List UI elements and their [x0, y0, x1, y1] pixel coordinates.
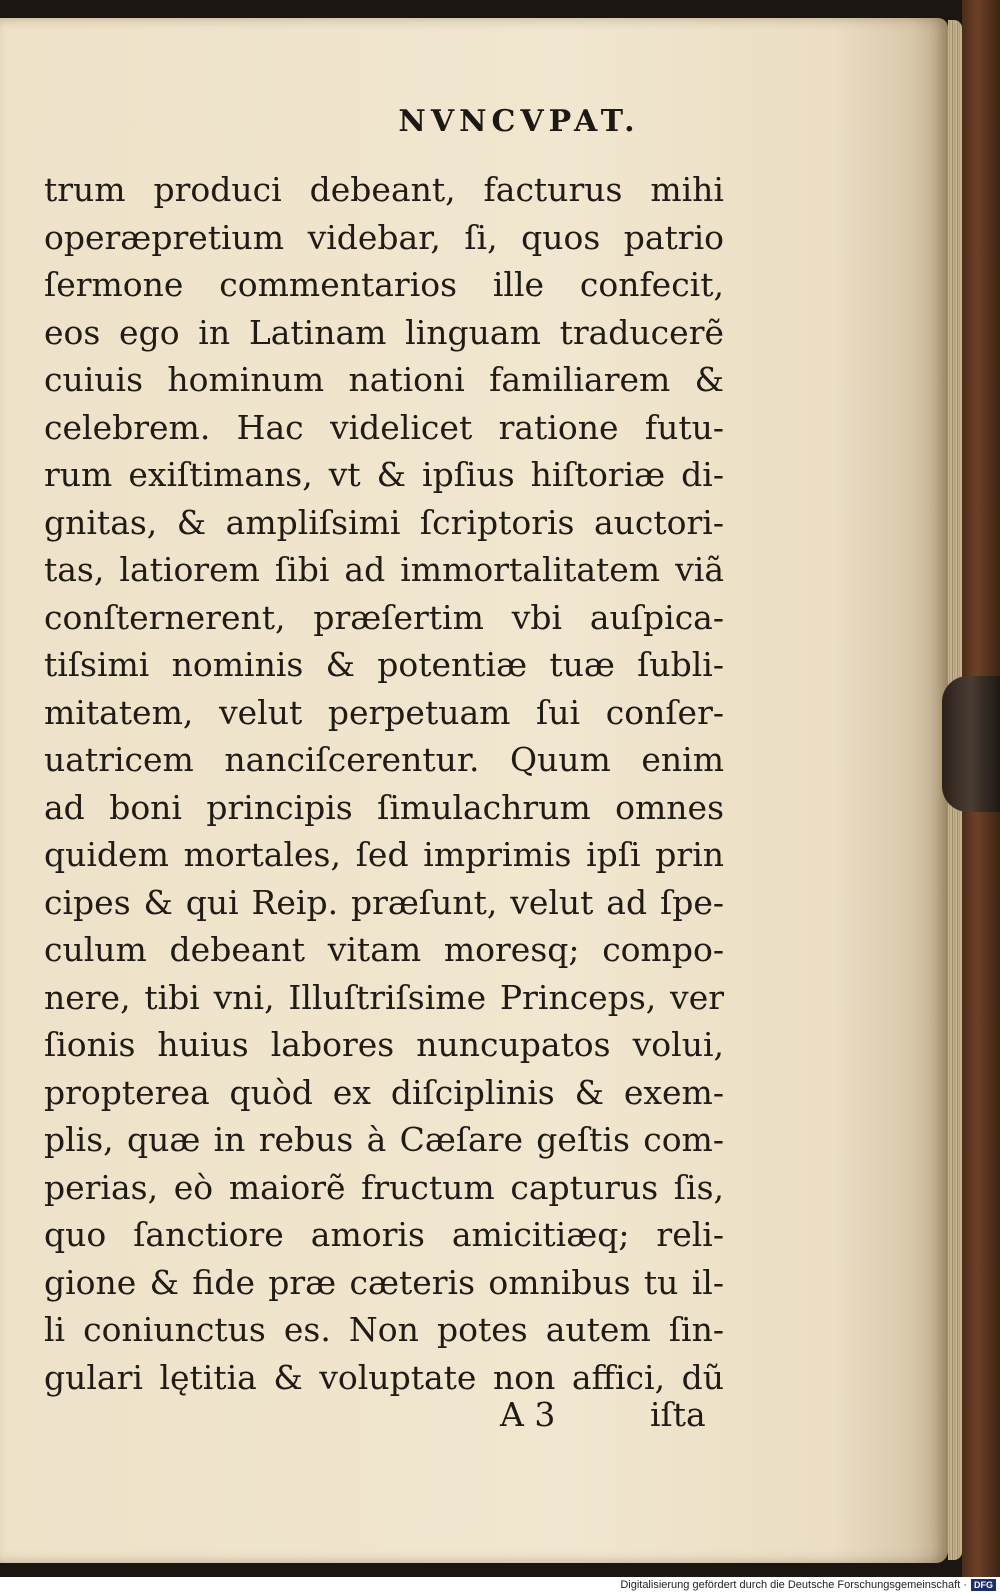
text-line: nere, tibi vni, Illuſtriſsime Princeps, ver: [44, 977, 724, 1017]
text-line: eos ego in Latinam linguam traducerẽ: [44, 312, 724, 352]
text-line: ſionis huius labores nuncupatos volui,: [44, 1025, 724, 1064]
text-line: operæpretium videbar, ſi, quos patrio: [44, 217, 724, 257]
text-line: propterea quòd ex diſciplinis & exem-: [44, 1072, 724, 1112]
book-page: [0, 18, 948, 1563]
dfg-logo: DFG: [971, 1579, 996, 1591]
catchword: iſta: [650, 1395, 706, 1434]
text-line: li coniunctus es. Non potes autem ſin-: [44, 1310, 724, 1349]
page-text: [44, 166, 724, 1401]
text-line: cipes & qui Reip. præſunt, velut ad ſpe-: [44, 882, 724, 922]
credit-text: Digitalisierung gefördert durch die Deutsche Forschungsgemeinschaft ·: [620, 1579, 967, 1591]
credit-bar: [0, 1577, 1000, 1593]
text-line: culum debeant vitam moresq; compo-: [44, 930, 724, 969]
text-line: gione & fide præ cæteris omnibus tu il-: [44, 1262, 724, 1302]
text-line: plis, quæ in rebus à Cæſare geſtis com-: [44, 1120, 724, 1159]
text-line: uatricem nanciſcerentur. Quum enim: [44, 740, 724, 779]
text-line: ad boni principis ſimulachrum omnes: [44, 787, 724, 827]
text-line: quo ſanctiore amoris amicitiæq; reli-: [44, 1215, 724, 1254]
text-line: gnitas, & ampliſsimi ſcriptoris auctori-: [44, 502, 724, 542]
signature-mark: A 3: [500, 1395, 556, 1434]
text-line: perias, eò maiorẽ fructum capturus ſis,: [44, 1167, 724, 1207]
text-line: mitatem, velut perpetuam ſui conſer-: [44, 692, 724, 732]
text-line: quidem mortales, ſed imprimis ipſi prin: [44, 835, 724, 874]
text-line: ſermone commentarios ille confecit,: [44, 265, 724, 304]
running-header: NVNCVPAT.: [398, 104, 640, 139]
text-line: tas, latiorem ſibi ad immortalitatem viã: [44, 550, 724, 589]
text-line: celebrem. Hac videlicet ratione futu-: [44, 407, 724, 447]
text-line: conſternerent, præſertim vbi auſpica-: [44, 597, 724, 637]
text-line: cuiuis hominum nationi familiarem &: [44, 360, 724, 399]
text-line: tiſsimi nominis & potentiæ tuæ ſubli-: [44, 645, 724, 684]
page-footer: [0, 1395, 948, 1445]
text-line: gulari lętitia & voluptate non affici, dũ: [44, 1357, 724, 1397]
book-clasp: [942, 676, 1000, 812]
text-line: rum exiſtimans, vt & ipſius hiſtoriæ di-: [44, 455, 724, 494]
text-line: trum produci debeant, facturus mihi: [44, 170, 724, 209]
